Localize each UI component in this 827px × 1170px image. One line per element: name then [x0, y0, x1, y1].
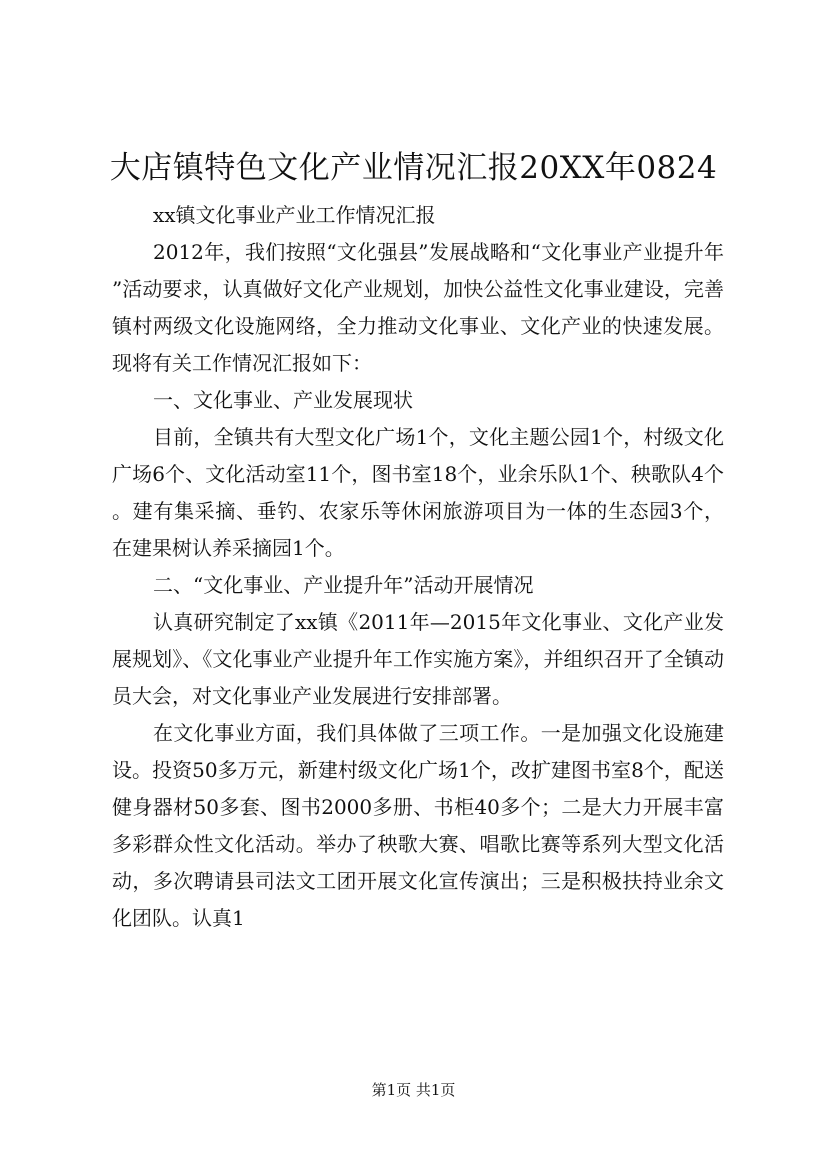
planning-paragraph: 认真研究制定了xx镇《2011年—2015年文化事业、文化产业发展规划》、《文化事业产业提升年工作实施方案》，并组织召开了全镇动员大会，对文化事业产业发展进行安排部署。 [112, 610, 724, 708]
document-title: 大店镇特色文化产业情况汇报20XX年0824 [109, 150, 718, 186]
section-heading-status: 一、文化事业、产业发展现状 [153, 388, 413, 412]
page-footer: 第1页 共1页 [371, 1081, 456, 1099]
section-heading-activities: 二、“文化事业、产业提升年”活动开展情况 [153, 573, 534, 597]
document-body [112, 197, 724, 937]
culture-work-paragraph: 在文化事业方面，我们具体做了三项工作。一是加强文化设施建设。投资50多万元，新建村级文化广场1个，改扩建图书室8个，配送健身器材50多套、图书2000多册、书柜40多个；二是大力开展丰富多彩群众性文化活动。举办了秧歌大赛、唱歌比赛等系列大型文化活动，多次聘请县司法文工团开展文化宣传演出；三是积极扶持业余文化团队。认真1 [112, 721, 724, 930]
subtitle-paragraph: xx镇文化事业产业工作情况汇报 [153, 203, 436, 227]
intro-paragraph: 2012年，我们按照“文化强县”发展战略和“文化事业产业提升年”活动要求，认真做好文化产业规划，加快公益性文化事业建设，完善镇村两级文化设施网络，全力推动文化事业、文化产业的快速发展。现将有关工作情况汇报如下： [112, 240, 724, 375]
status-paragraph: 目前，全镇共有大型文化广场1个，文化主题公园1个，村级文化广场6个、文化活动室11个，图书室18个，业余乐队1个、秧歌队4个。建有集采摘、垂钓、农家乐等休闲旅游项目为一体的生态园3个，在建果树认养采摘园1个。 [112, 425, 724, 560]
